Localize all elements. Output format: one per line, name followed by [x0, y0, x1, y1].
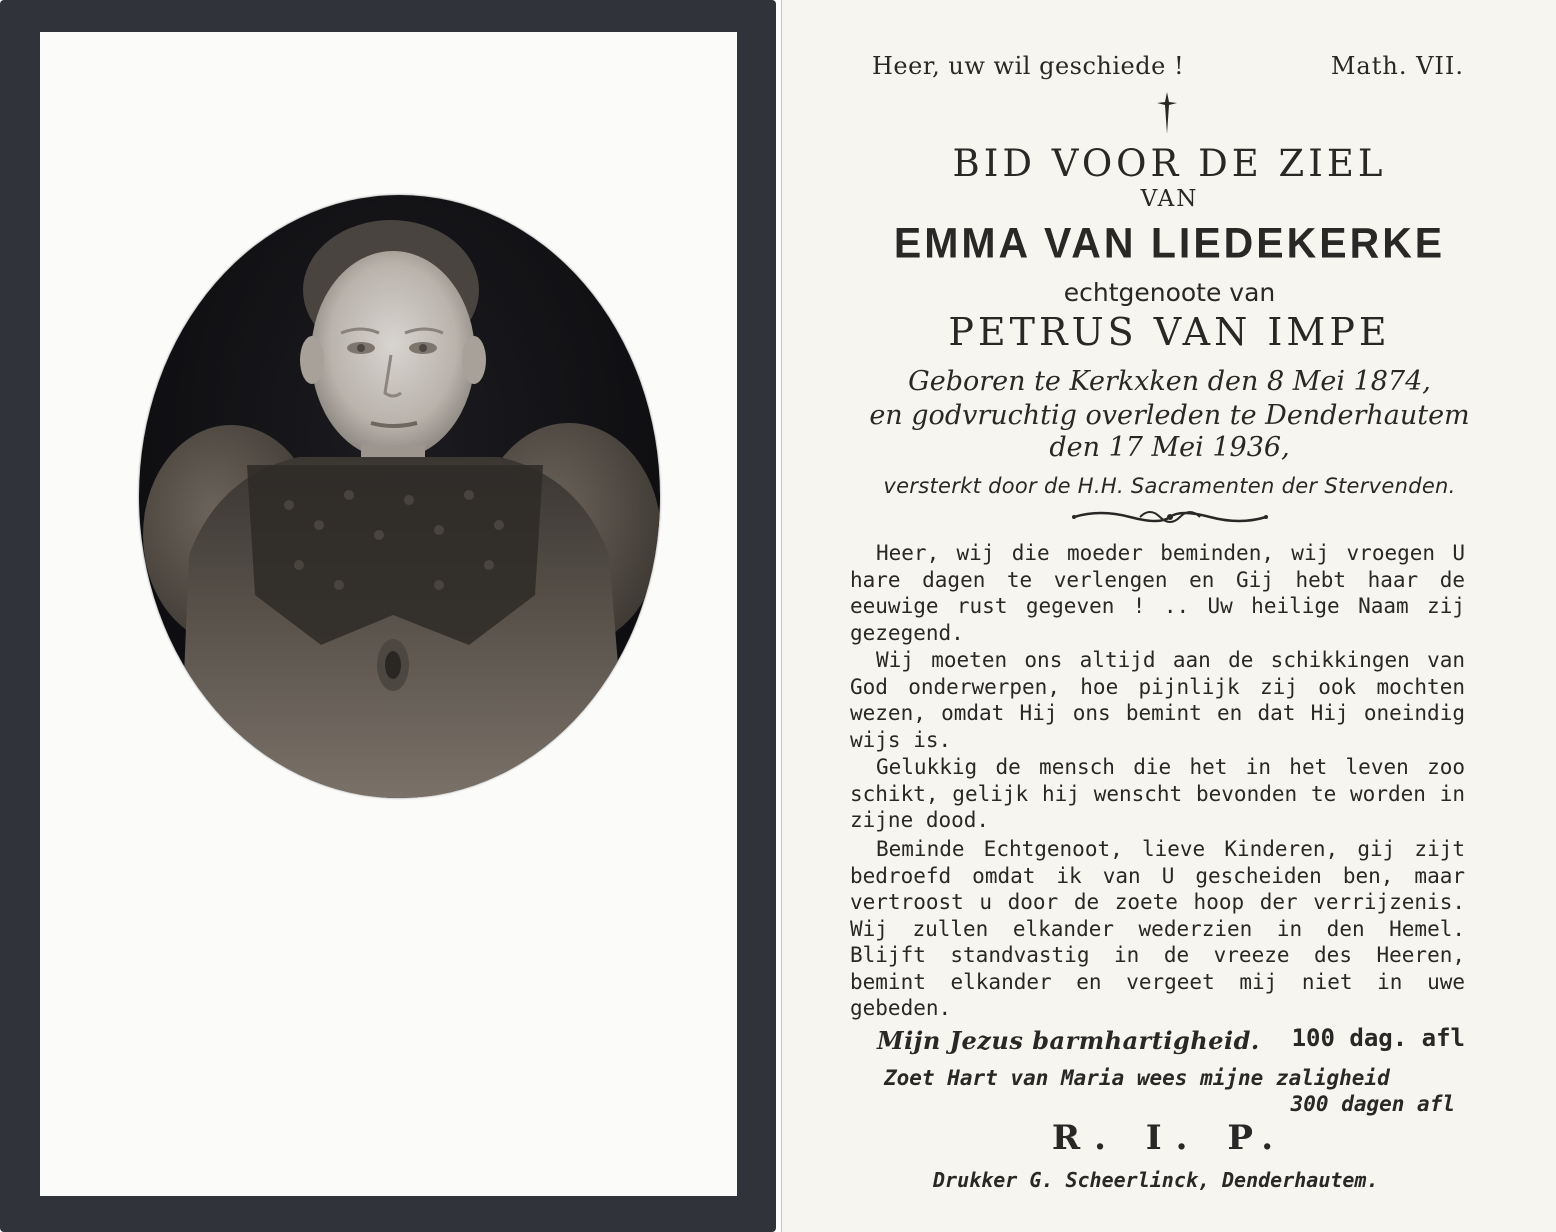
spouse-name: PETRUS VAN IMPE — [948, 310, 1391, 354]
scripture-reference: Math. VII. — [1330, 52, 1464, 80]
prayer-1-indulgence: 100 dag. afl — [1291, 1024, 1465, 1052]
deceased-name: EMMA VAN LIEDEKERKE — [893, 218, 1446, 268]
photo-card — [0, 0, 776, 1232]
death-date: den 17 Mei 1936, — [1049, 432, 1290, 463]
paragraph-2: Wij moeten ons altijd aan de schikkingen van God onderwerpen, hoe pijnlijk zij ook mochten wezen, omdat Hij ons bemint en dat Hij oneindig wijs is. — [850, 648, 1465, 752]
spouse-intro: echtgenoote van — [1063, 278, 1276, 307]
paragraph-3: Gelukkig de mensch die het in het leven zoo schikt, gelijk hij wenscht bevonden te worden in zijne dood. — [850, 755, 1465, 832]
text-card — [781, 0, 1556, 1232]
birth-line: Geboren te Kerkxken den 8 Mei 1874, — [908, 366, 1431, 397]
ornamental-flourish-icon — [1070, 503, 1270, 529]
prayer-2: Zoet Hart van Maria wees mijne zaligheid — [884, 1066, 1390, 1090]
heading: BID VOOR DE ZIEL — [952, 142, 1387, 185]
death-line: en godvruchtig overleden te Denderhautem — [869, 400, 1470, 431]
printer-credit: Drukker G. Scheerlinck, Denderhautem. — [933, 1168, 1379, 1192]
photo-card-inner — [40, 32, 737, 1196]
paragraph-1: Heer, wij die moeder beminden, wij vroegen U hare dagen te verlengen en Gij hebt haar de eeuwige rust gegeven ! .. Uw heilige Naam zij gezegend. — [850, 541, 1465, 645]
rip-label: R. I. P. — [1051, 1118, 1288, 1158]
sacraments-line: versterkt door de H.H. Sacramenten der Stervenden. — [883, 474, 1456, 498]
cross-icon — [1157, 92, 1177, 134]
motto: Heer, uw wil geschiede ! — [872, 52, 1185, 80]
van-label: VAN — [1140, 186, 1199, 212]
paragraph-4: Beminde Echtgenoot, lieve Kinderen, gij zijt bedroefd omdat ik van U gescheiden ben, maar vertroost u door de zoete hoop der verrijzenis. Wij zullen elkander wederzien in den Hemel. Blijft standvastig in de vreeze des Heeren, bemint elkander en vergeet mij niet in uwe gebeden. — [850, 837, 1465, 1020]
prayer-1: Mijn Jezus barmhartigheid. — [877, 1026, 1260, 1055]
portrait-photo-icon — [139, 195, 660, 798]
prayer-2-indulgence: 300 dagen afl — [1290, 1092, 1455, 1116]
